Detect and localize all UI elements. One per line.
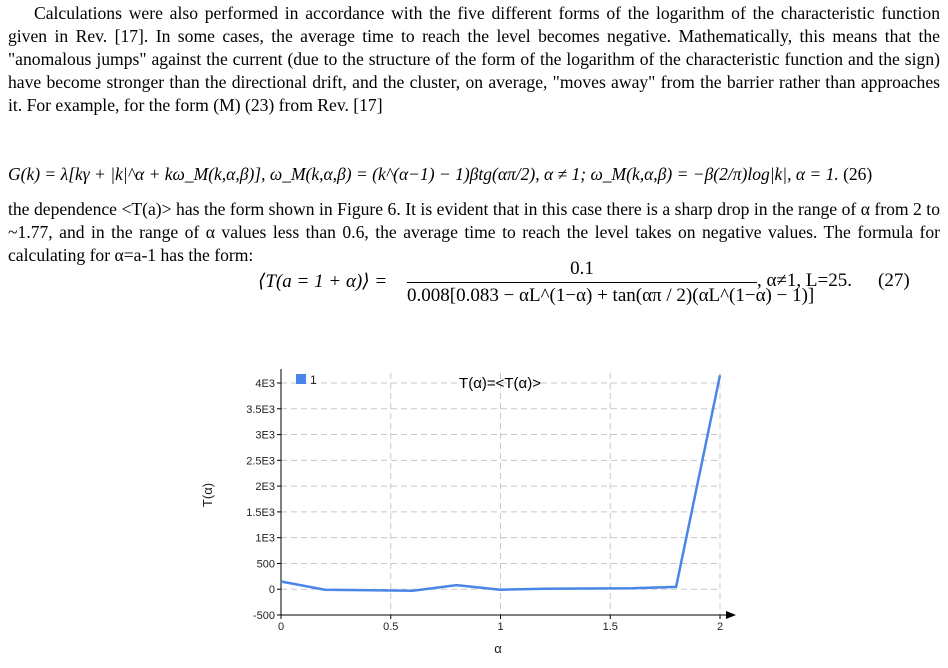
equation-27-lhs: ⟨T(a = 1 + α)⟩ = xyxy=(258,270,387,293)
x-tick-label: 1 xyxy=(497,621,503,633)
legend-label: 1 xyxy=(310,373,317,387)
paragraph-1-text: Calculations were also performed in accordance with the five different forms of the logarithm of the characteristic function given in Rev. [17]. In some cases, the average time to reach the level becomes negative. Mathematically, this means that the "anomalous jumps" against the current (due to the structure of the form of the logarithm of the characteristic function and the sign) have become stronger than the directional drift, and the cluster, on average, "moves away" from the barrier rather than approaches it. For example, for the form (M) (23) from Rev. [17] xyxy=(8,3,940,115)
equation-26 xyxy=(8,164,940,185)
x-axis-arrow xyxy=(726,611,736,619)
paragraph-1 xyxy=(8,2,940,117)
equation-27-number: (27) xyxy=(878,270,910,292)
y-tick-label: 3.5E3 xyxy=(246,404,275,416)
chart-svg xyxy=(200,345,740,663)
y-tick-label: 2E3 xyxy=(255,481,275,493)
equation-27-fraction xyxy=(407,258,757,307)
x-tick-label: 0.5 xyxy=(383,621,398,633)
figure-6-chart xyxy=(200,345,740,663)
x-tick-label: 0 xyxy=(278,621,284,633)
y-tick-label: 500 xyxy=(257,558,275,570)
y-axis-label: T(α) xyxy=(200,483,215,507)
y-tick-label: 0 xyxy=(269,584,275,596)
x-axis-label: α xyxy=(494,641,502,656)
y-tick-label: 3E3 xyxy=(255,430,275,442)
equation-26-body: G(k) = λ[kγ + |k|^α + kω_M(k,α,β)], ω_M(k,α,β) = (k^(α−1) − 1)βtg(απ/2), α ≠ 1; ω_M(k,α,β) = −β(2/π)log|k|, α = 1. xyxy=(8,164,839,184)
y-tick-label: 1.5E3 xyxy=(246,507,275,519)
equation-27-denominator: 0.008[0.083 − αL^(1−α) + tan(απ / 2)(αL^(1−α) − 1)] xyxy=(407,285,757,307)
equation-27 xyxy=(0,258,948,308)
chart-title: T(α)=<T(α)> xyxy=(459,375,541,392)
x-tick-label: 1.5 xyxy=(603,621,618,633)
legend-swatch xyxy=(296,374,306,384)
equation-26-number: (26) xyxy=(843,164,872,184)
equation-27-conditions: , α≠1, L=25. xyxy=(757,270,852,292)
paragraph-2: the dependence <T(a)> has the form shown in Figure 6. It is evident that in this case there is a sharp drop in the range of α from 2 to ~1.77, and in the range of α values less than 0.6, the average time to reach the level takes on negative values. The formula for calculating for α=a-1 has the form: xyxy=(8,198,940,267)
y-tick-label: 4E3 xyxy=(255,378,275,390)
equation-27-numerator: 0.1 xyxy=(407,258,757,282)
x-tick-label: 2 xyxy=(717,621,723,633)
y-tick-label: -500 xyxy=(253,610,275,622)
y-tick-label: 2.5E3 xyxy=(246,455,275,467)
y-tick-label: 1E3 xyxy=(255,533,275,545)
fraction-bar xyxy=(407,282,757,283)
